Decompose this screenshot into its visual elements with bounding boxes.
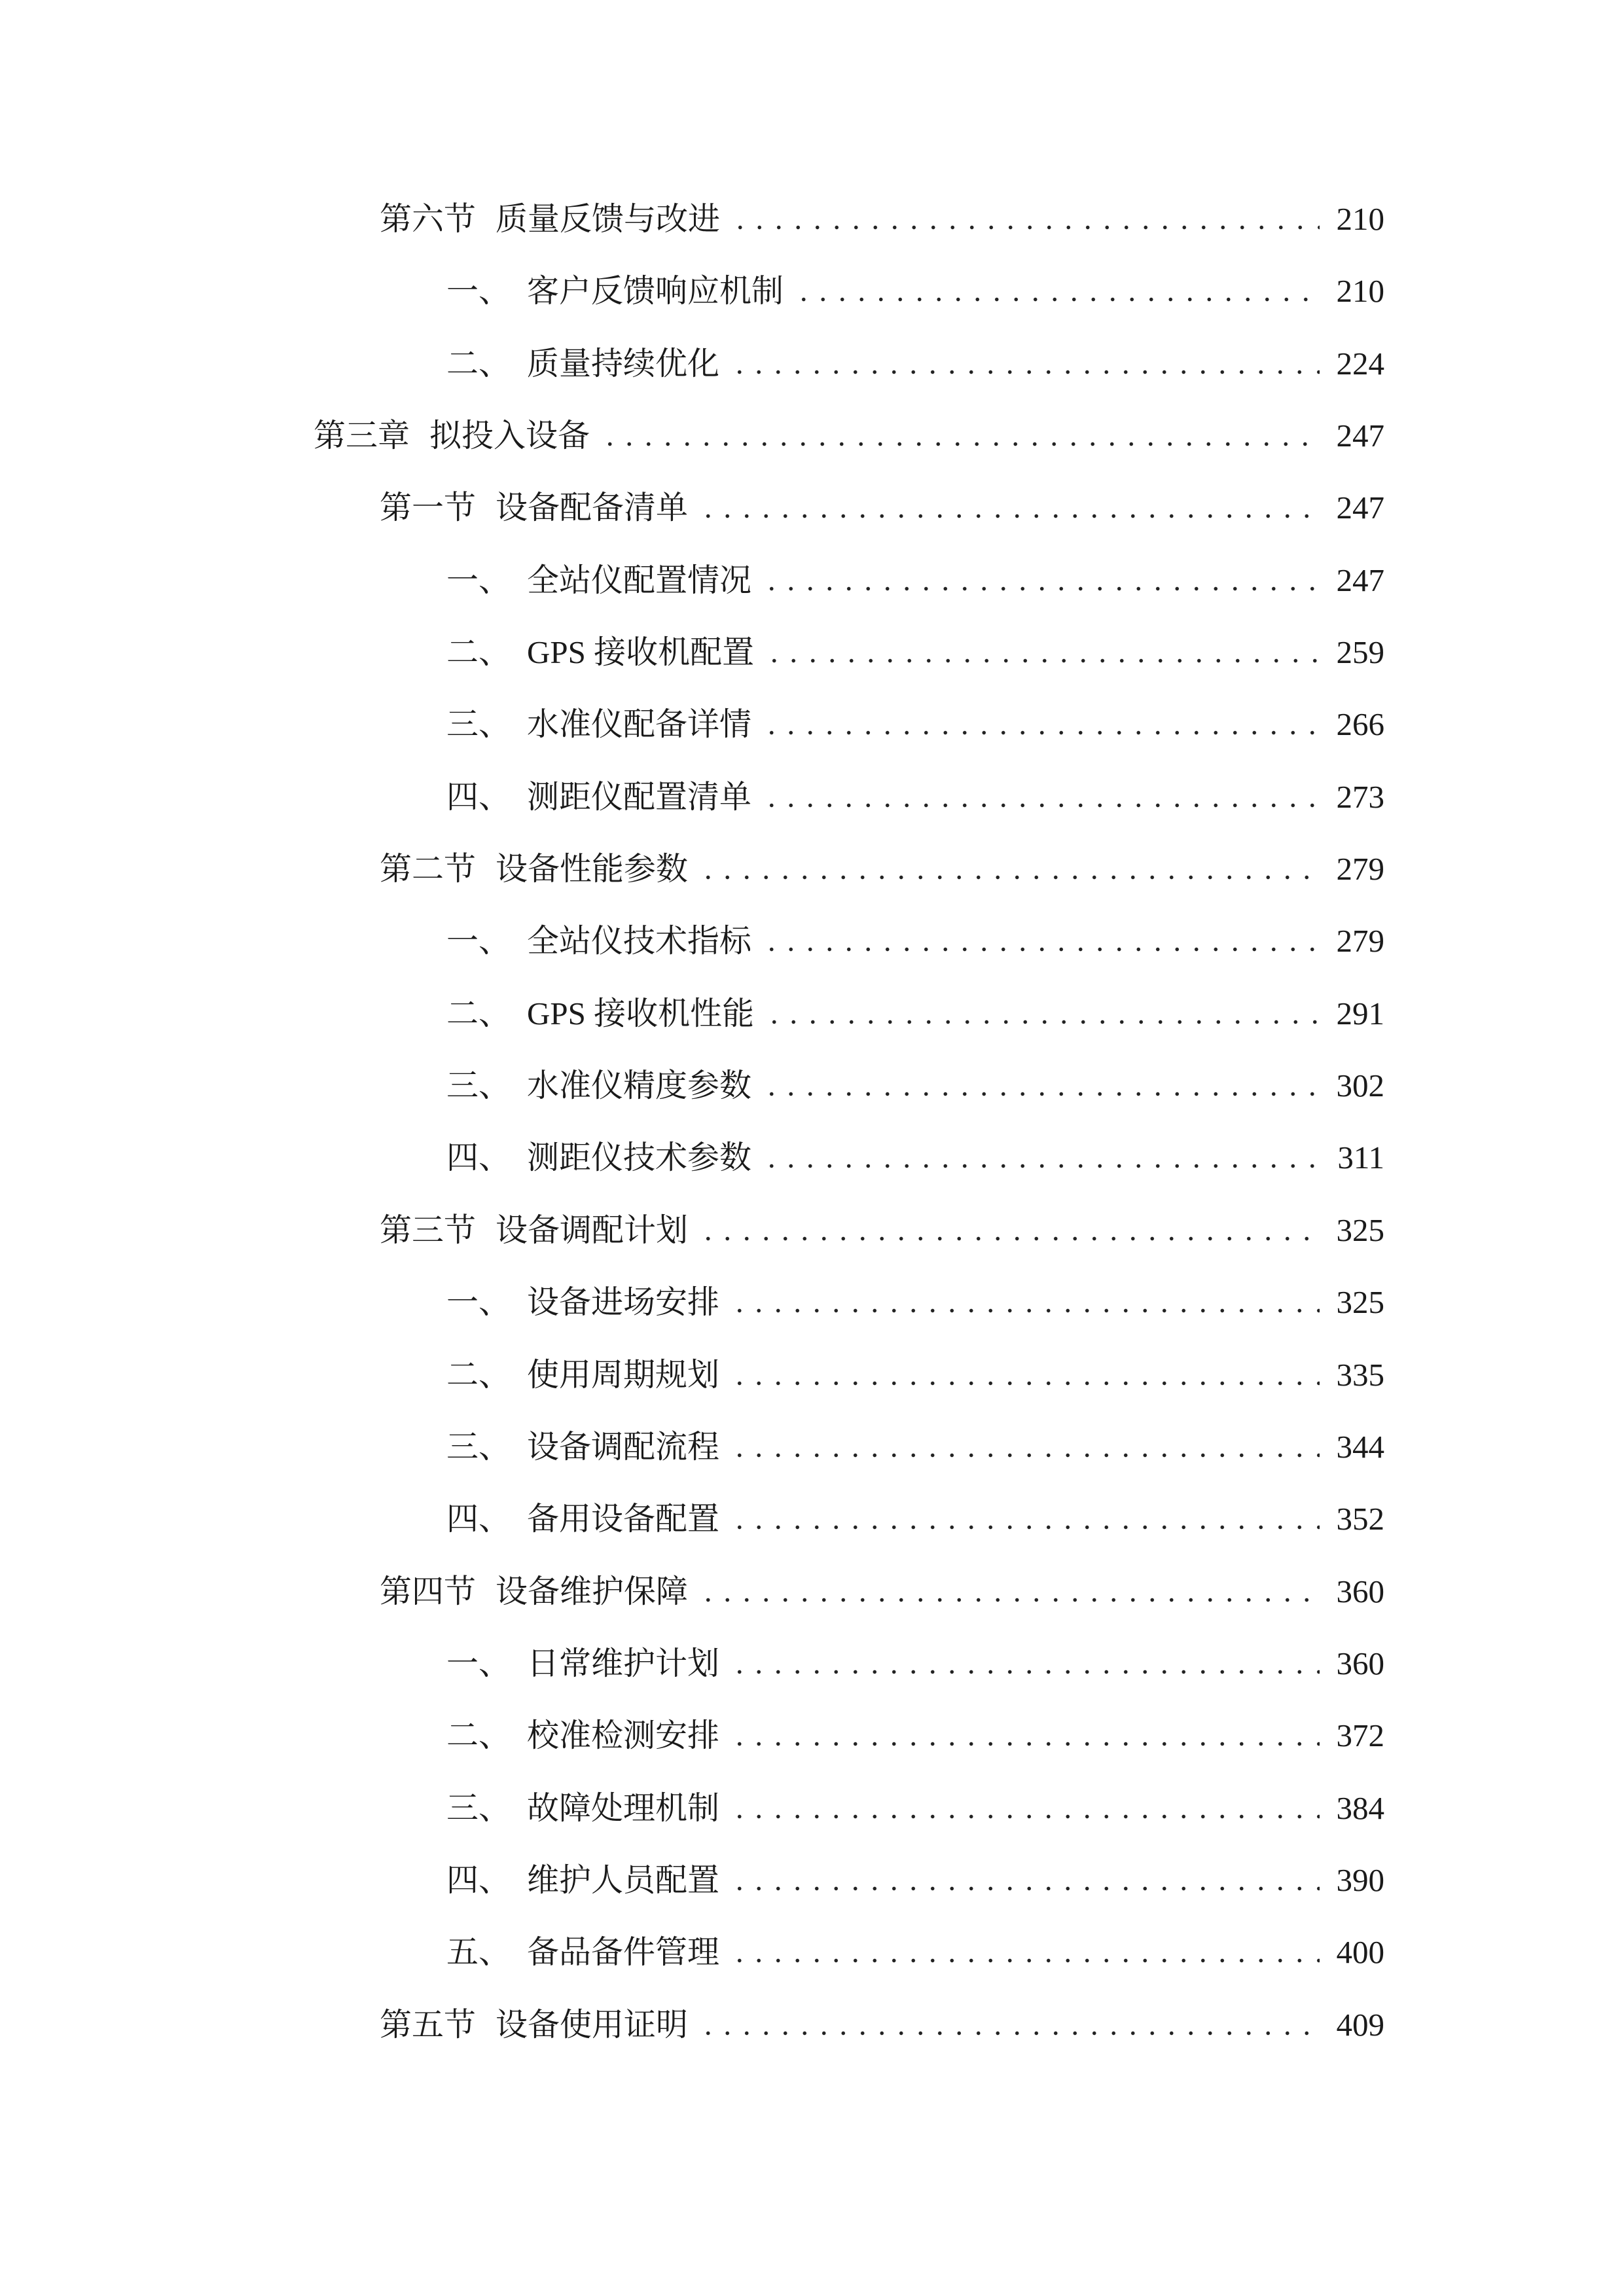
dot-leader [730, 1958, 1319, 1963]
toc-item-entry [0, 905, 1384, 977]
toc-section-entry [0, 1194, 1384, 1266]
toc-item-entry [0, 1339, 1384, 1411]
toc-entry-page: 302 [1336, 1067, 1384, 1104]
toc-entry-number: 第一节 [380, 490, 477, 526]
dot-leader [762, 947, 1319, 952]
toc-entry-title: 设备维护保障 [496, 1573, 689, 1609]
dot-leader [730, 1381, 1319, 1386]
toc-entry-number: 二、 [446, 1356, 511, 1393]
toc-entry-page: 311 [1337, 1139, 1384, 1176]
toc-entry-page: 344 [1336, 1428, 1384, 1465]
toc-section-entry [0, 1989, 1384, 2061]
toc-item-entry [0, 1122, 1384, 1194]
toc-entry-title: 设备进场安排 [527, 1284, 720, 1321]
toc-entry-title: GPS 接收机配置 [527, 634, 755, 671]
toc-entry-number: 一、 [446, 273, 511, 310]
dot-leader [730, 1453, 1319, 1458]
toc-entry-title: 设备配备清单 [496, 490, 689, 526]
dot-leader [730, 1525, 1319, 1530]
toc-item-entry [0, 978, 1384, 1050]
toc-entry-page: 210 [1336, 273, 1384, 310]
toc-entry-number: 四、 [446, 1139, 511, 1176]
toc-entry-title: 设备调配流程 [527, 1428, 720, 1465]
toc-entry-number: 二、 [446, 634, 511, 671]
toc-entry-number: 二、 [446, 1717, 511, 1754]
toc-item-entry [0, 689, 1384, 761]
toc-chapter-entry [0, 400, 1384, 472]
dot-leader [698, 1598, 1319, 1602]
toc-item-entry [0, 1700, 1384, 1772]
toc-entry-title: 备用设备配置 [527, 1501, 720, 1537]
toc-item-entry [0, 1266, 1384, 1338]
dot-leader [600, 442, 1319, 446]
toc-entry-title: 全站仪配置情况 [527, 562, 752, 598]
toc-item-entry [0, 617, 1384, 689]
toc-entry-number: 四、 [446, 778, 511, 815]
toc-entry-number: 四、 [446, 1861, 511, 1898]
dot-leader [730, 370, 1319, 374]
toc-section-entry [0, 183, 1384, 255]
dot-leader [730, 1670, 1319, 1674]
dot-leader [730, 1814, 1319, 1819]
toc-entry-number: 二、 [446, 345, 511, 382]
toc-entry-number: 三、 [446, 706, 511, 743]
toc-entry-page: 409 [1336, 2006, 1384, 2043]
table-of-contents [0, 183, 1384, 2061]
toc-entry-page: 279 [1336, 923, 1384, 960]
toc-entry-title: 故障处理机制 [527, 1789, 720, 1826]
toc-entry-title: 全站仪技术指标 [527, 923, 752, 960]
toc-item-entry [0, 545, 1384, 617]
toc-entry-title: 校准检测安排 [527, 1717, 720, 1754]
toc-entry-number: 二、 [446, 995, 511, 1031]
toc-entry-page: 210 [1336, 201, 1384, 237]
dot-leader [730, 1308, 1319, 1313]
toc-entry-number: 第四节 [380, 1573, 477, 1609]
toc-entry-title: 质量反馈与改进 [496, 201, 721, 237]
toc-entry-page: 259 [1336, 634, 1384, 671]
toc-item-entry [0, 255, 1384, 327]
toc-entry-title: 质量持续优化 [527, 345, 720, 382]
dot-leader [698, 875, 1319, 880]
toc-entry-title: 使用周期规划 [527, 1356, 720, 1393]
toc-entry-page: 325 [1336, 1284, 1384, 1321]
toc-entry-page: 352 [1336, 1501, 1384, 1537]
toc-entry-number: 一、 [446, 923, 511, 960]
toc-entry-page: 390 [1336, 1861, 1384, 1898]
dot-leader [762, 803, 1319, 808]
toc-entry-number: 一、 [446, 1645, 511, 1681]
dot-leader [698, 2031, 1319, 2036]
dot-leader [698, 514, 1319, 518]
toc-entry-title: 拟投入设备 [429, 418, 590, 454]
toc-entry-title: 设备调配计划 [496, 1211, 689, 1248]
toc-entry-number: 五、 [446, 1934, 511, 1971]
toc-entry-title: 维护人员配置 [527, 1861, 720, 1898]
toc-section-entry [0, 833, 1384, 905]
toc-entry-page: 273 [1336, 778, 1384, 815]
toc-entry-page: 372 [1336, 1717, 1384, 1754]
toc-entry-page: 360 [1336, 1645, 1384, 1681]
toc-entry-title: 日常维护计划 [527, 1645, 720, 1681]
toc-entry-number: 第二节 [380, 851, 477, 888]
toc-entry-title: 水准仪配备详情 [527, 706, 752, 743]
toc-entry-page: 247 [1336, 562, 1384, 598]
toc-entry-page: 325 [1336, 1211, 1384, 1248]
dot-leader [762, 1164, 1320, 1168]
toc-entry-page: 400 [1336, 1934, 1384, 1971]
toc-entry-title: 测距仪技术参数 [527, 1139, 752, 1176]
toc-item-entry [0, 1050, 1384, 1122]
toc-entry-title: GPS 接收机性能 [527, 995, 755, 1031]
toc-entry-page: 247 [1336, 418, 1384, 454]
toc-item-entry [0, 1483, 1384, 1555]
toc-entry-number: 三、 [446, 1067, 511, 1104]
toc-section-entry [0, 472, 1384, 544]
toc-item-entry [0, 1844, 1384, 1916]
dot-leader [765, 658, 1319, 663]
toc-item-entry [0, 1628, 1384, 1700]
toc-section-entry [0, 1556, 1384, 1628]
toc-entry-title: 备品备件管理 [527, 1934, 720, 1971]
toc-entry-page: 360 [1336, 1573, 1384, 1609]
toc-entry-number: 第六节 [380, 201, 477, 237]
toc-entry-page: 266 [1336, 706, 1384, 743]
toc-entry-page: 335 [1336, 1356, 1384, 1393]
toc-entry-page: 291 [1336, 995, 1384, 1031]
toc-entry-title: 设备使用证明 [496, 2006, 689, 2043]
dot-leader [762, 1092, 1319, 1096]
dot-leader [765, 1020, 1319, 1024]
dot-leader [730, 1886, 1319, 1891]
toc-entry-title: 客户反馈响应机制 [527, 273, 784, 310]
dot-leader [731, 225, 1319, 230]
dot-leader [730, 1742, 1319, 1746]
toc-entry-number: 第五节 [380, 2006, 477, 2043]
toc-entry-number: 第三章 [314, 418, 410, 454]
toc-item-entry [0, 761, 1384, 833]
toc-entry-number: 四、 [446, 1501, 511, 1537]
toc-item-entry [0, 328, 1384, 400]
toc-item-entry [0, 1916, 1384, 1988]
toc-entry-page: 384 [1336, 1789, 1384, 1826]
toc-entry-page: 279 [1336, 851, 1384, 888]
toc-entry-title: 测距仪配置清单 [527, 778, 752, 815]
dot-leader [794, 297, 1319, 302]
toc-entry-number: 一、 [446, 562, 511, 598]
toc-entry-number: 一、 [446, 1284, 511, 1321]
toc-entry-page: 247 [1336, 490, 1384, 526]
toc-entry-title: 水准仪精度参数 [527, 1067, 752, 1104]
toc-entry-number: 三、 [446, 1789, 511, 1826]
toc-entry-number: 三、 [446, 1428, 511, 1465]
dot-leader [698, 1236, 1319, 1241]
dot-leader [762, 586, 1319, 591]
toc-entry-title: 设备性能参数 [496, 851, 689, 888]
toc-item-entry [0, 1772, 1384, 1844]
toc-entry-number: 第三节 [380, 1211, 477, 1248]
dot-leader [762, 730, 1319, 735]
toc-entry-page: 224 [1336, 345, 1384, 382]
toc-item-entry [0, 1411, 1384, 1483]
